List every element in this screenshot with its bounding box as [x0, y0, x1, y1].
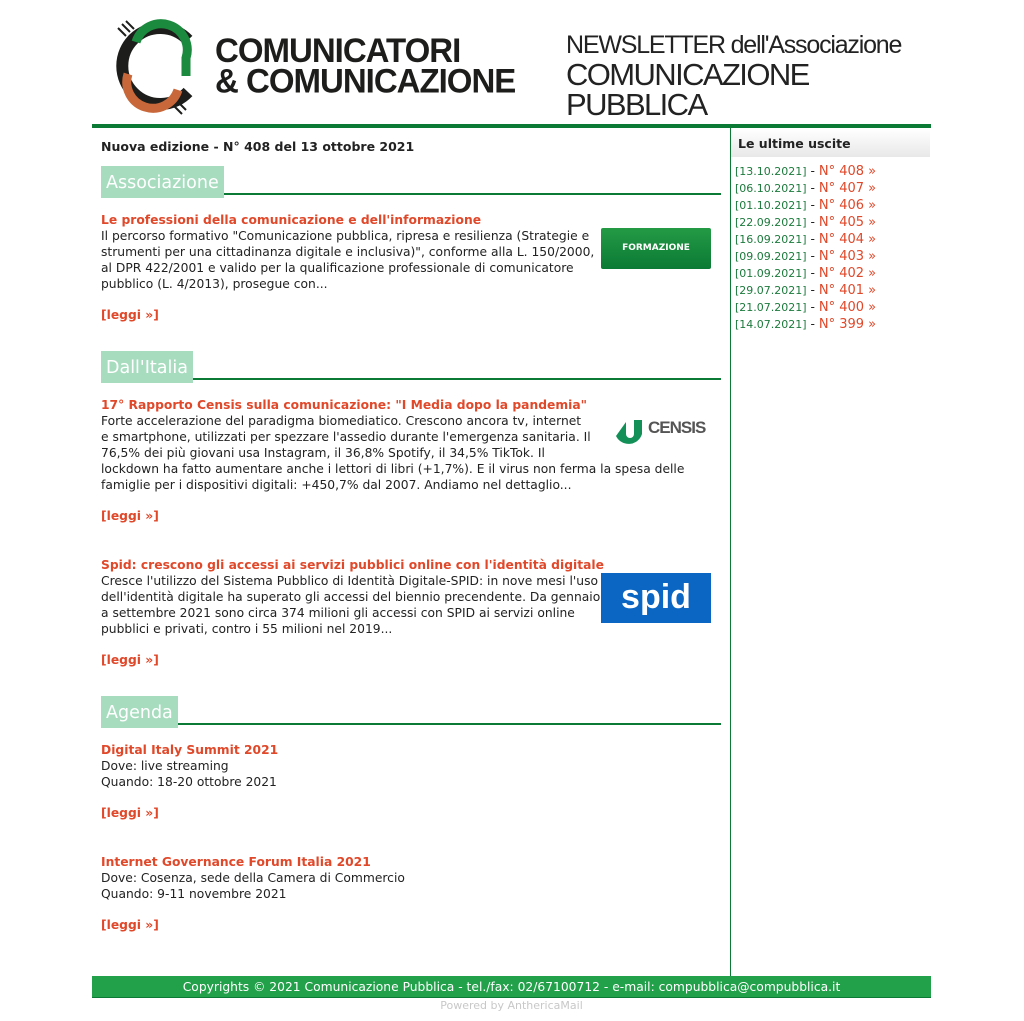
issue-date: [01.09.2021] [735, 267, 807, 280]
issue-date: [16.09.2021] [735, 233, 807, 246]
issue-date: [13.10.2021] [735, 165, 807, 178]
issue-link[interactable]: N° 400 » [818, 300, 877, 315]
issue-item: [14.07.2021] - N° 399 » [735, 317, 877, 332]
issue-date: [21.07.2021] [735, 301, 807, 314]
event-date: Quando: 9-11 novembre 2021 [101, 887, 287, 901]
issue-link[interactable]: N° 407 » [818, 181, 877, 196]
issue-link[interactable]: N° 399 » [818, 317, 877, 332]
header [92, 0, 931, 124]
issue-date: [01.10.2021] [735, 199, 807, 212]
article-body: Cresce l'utilizzo del Sistema Pubblico di Identità Digitale-SPID: in nove mesi l'uso dell'identità digitale ha superato gli accessi del biennio precendente. Da gennaio a settembre 2021 sono circa 374 milioni gli accessi con SPID ai servizi online pubblici e privati, contro i 55 milioni nel 2019... [101, 574, 601, 636]
column-divider [730, 128, 731, 976]
issue-link[interactable]: N° 403 » [818, 249, 877, 264]
spid-logo: spid [601, 573, 711, 623]
issue-item: [16.09.2021] - N° 404 » [735, 232, 877, 247]
issue-link[interactable]: N° 404 » [818, 232, 877, 247]
formazione-image: FORMAZIONE [601, 228, 711, 269]
read-more-link[interactable]: [leggi »] [101, 806, 159, 820]
issue-link[interactable]: N° 408 » [818, 164, 877, 179]
issue-item: [01.10.2021] - N° 406 » [735, 198, 877, 213]
article-body: Il percorso formativo "Comunicazione pubblica, ripresa e resilienza (Strategie e strumenti per una cittadinanza digitale e inclusiva)", conforme alla L. 150/2000, al DPR 422/2001 e valido per la qualificazione professionale di comunicatore pubblico (L. 4/2013), prosegue con... [101, 229, 595, 291]
issue-item: [13.10.2021] - N° 408 » [735, 164, 877, 179]
article-body: Forte accelerazione del paradigma biomediatico. Crescono ancora tv, internet e smartphone, utilizzati per spezzare l'assedio durante l'emergenza sanitaria. Il 76,5% dei più giovani usa Instagram, il 36,8% Spotify, il 34,5% TikTok. Il lockdown ha fatto aumentare anche i lettori di libri (+1,7%). E il virus non ferma la spesa delle famiglie per i dispositivi digitali: +450,7% dal 2007. Andiamo nel dettaglio... [101, 414, 685, 492]
issue-link[interactable]: N° 401 » [818, 283, 877, 298]
issue-date: [14.07.2021] [735, 318, 807, 331]
censis-mark-icon [612, 416, 648, 452]
article-title-link[interactable]: Le professioni della comunicazione e dell'informazione [101, 213, 482, 227]
read-more-link[interactable]: [leggi »] [101, 308, 159, 322]
read-more-link[interactable]: [leggi »] [101, 653, 159, 667]
edition-title: Nuova edizione - N° 408 del 13 ottobre 2021 [101, 139, 415, 154]
issue-item: [09.09.2021] - N° 403 » [735, 249, 877, 264]
agenda-item [101, 854, 701, 902]
agenda-item [101, 742, 701, 790]
issue-item: [22.09.2021] - N° 405 » [735, 215, 877, 230]
logo-icon [108, 18, 198, 116]
issue-item: [29.07.2021] - N° 401 » [735, 283, 877, 298]
article-title-link[interactable]: 17° Rapporto Censis sulla comunicazione: "I Media dopo la pandemia" [101, 398, 588, 412]
section-header-agenda: Agenda [101, 696, 721, 728]
event-location: Dove: Cosenza, sede della Camera di Commercio [101, 871, 405, 885]
header-divider [92, 124, 931, 128]
section-header-associazione: Associazione [101, 166, 721, 198]
issue-link[interactable]: N° 406 » [818, 198, 877, 213]
issue-date: [29.07.2021] [735, 284, 807, 297]
event-title-link[interactable]: Internet Governance Forum Italia 2021 [101, 855, 371, 869]
issue-item: [01.09.2021] - N° 402 » [735, 266, 877, 281]
event-date: Quando: 18-20 ottobre 2021 [101, 775, 277, 789]
article [101, 397, 701, 493]
issue-date: [22.09.2021] [735, 216, 807, 229]
newsletter-title: NEWSLETTER dell'Associazione COMUNICAZIONE PUBBLICA [566, 31, 902, 122]
read-more-link[interactable]: [leggi »] [101, 918, 159, 932]
article-title-link[interactable]: Spid: crescono gli accessi ai servizi pubblici online con l'identità digitale [101, 558, 604, 572]
issue-link[interactable]: N° 402 » [818, 266, 877, 281]
issue-date: [06.10.2021] [735, 182, 807, 195]
sidebar-title: Le ultime uscite [731, 129, 930, 157]
issue-link[interactable]: N° 405 » [818, 215, 877, 230]
issues-list [735, 163, 876, 333]
issue-item: [21.07.2021] - N° 400 » [735, 300, 877, 315]
event-title-link[interactable]: Digital Italy Summit 2021 [101, 743, 279, 757]
logo-text: COMUNICATORI & COMUNICAZIONE [215, 30, 516, 100]
issue-date: [09.09.2021] [735, 250, 807, 263]
powered-by: Powered by AnthericaMail [440, 999, 583, 1012]
read-more-link[interactable]: [leggi »] [101, 509, 159, 523]
event-location: Dove: live streaming [101, 759, 229, 773]
issue-item: [06.10.2021] - N° 407 » [735, 181, 877, 196]
footer: Copyrights © 2021 Comunicazione Pubblica - tel./fax: 02/67100712 - e-mail: compubblica@compubblica.it [92, 976, 931, 998]
section-header-dallitalia: Dall'Italia [101, 351, 721, 383]
